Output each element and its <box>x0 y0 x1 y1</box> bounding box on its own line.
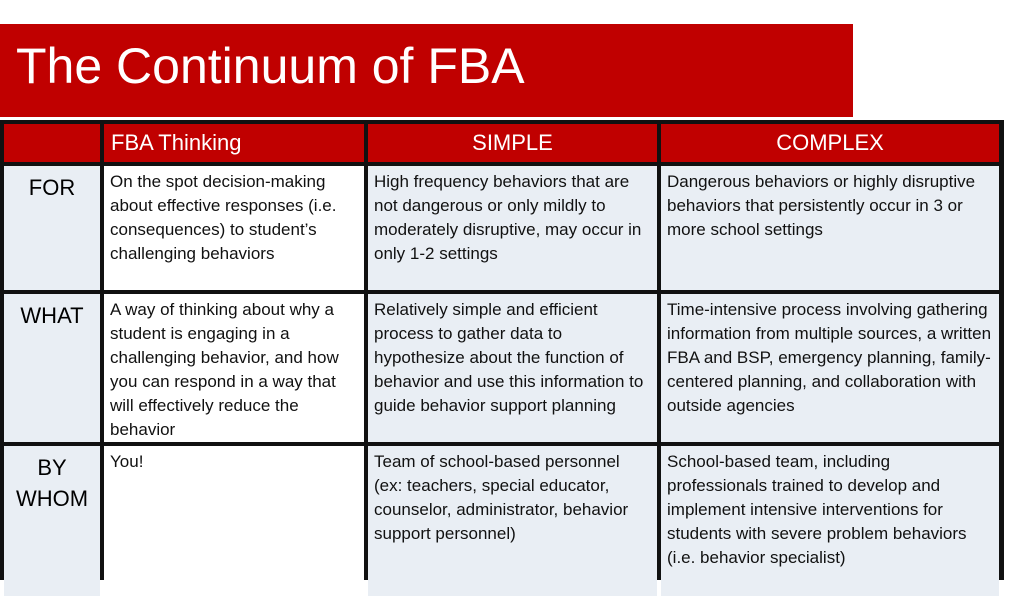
cell-by-whom-complex: School-based team, including professionals trained to develop and implement intensive interventions for students with severe problem behaviors (i.e. behavior specialist) <box>661 446 999 596</box>
cell-by-whom-fba-thinking: You! <box>104 446 364 596</box>
cell-what-fba-thinking: A way of thinking about why a student is engaging in a challenging behavior, and how you can respond in a way that will effectively reduce the behavior <box>104 294 364 442</box>
cell-for-complex: Dangerous behaviors or highly disruptive behaviors that persistently occur in 3 or more school settings <box>661 166 999 290</box>
cell-what-simple: Relatively simple and efficient process to gather data to hypothesize about the function of behavior and use this information to guide behavior support planning <box>368 294 657 442</box>
header-fba-thinking: FBA Thinking <box>104 124 364 162</box>
row-label-what: WHAT <box>4 294 100 442</box>
header-corner <box>4 124 100 162</box>
fba-continuum-table <box>0 120 1004 580</box>
cell-by-whom-simple: Team of school-based personnel (ex: teachers, special educator, counselor, administrator, behavior support personnel) <box>368 446 657 596</box>
cell-for-fba-thinking: On the spot decision-making about effective responses (i.e. consequences) to student’s challenging behaviors <box>104 166 364 290</box>
row-label-by-whom: BY WHOM <box>4 446 100 596</box>
cell-what-complex: Time-intensive process involving gathering information from multiple sources, a written FBA and BSP, emergency planning, family-centered planning, and collaboration with outside agencies <box>661 294 999 442</box>
cell-for-simple: High frequency behaviors that are not dangerous or only mildly to moderately disruptive, may occur in only 1-2 settings <box>368 166 657 290</box>
header-simple: SIMPLE <box>368 124 657 162</box>
page-title: The Continuum of FBA <box>16 38 525 94</box>
header-complex: COMPLEX <box>661 124 999 162</box>
row-label-for: FOR <box>4 166 100 290</box>
